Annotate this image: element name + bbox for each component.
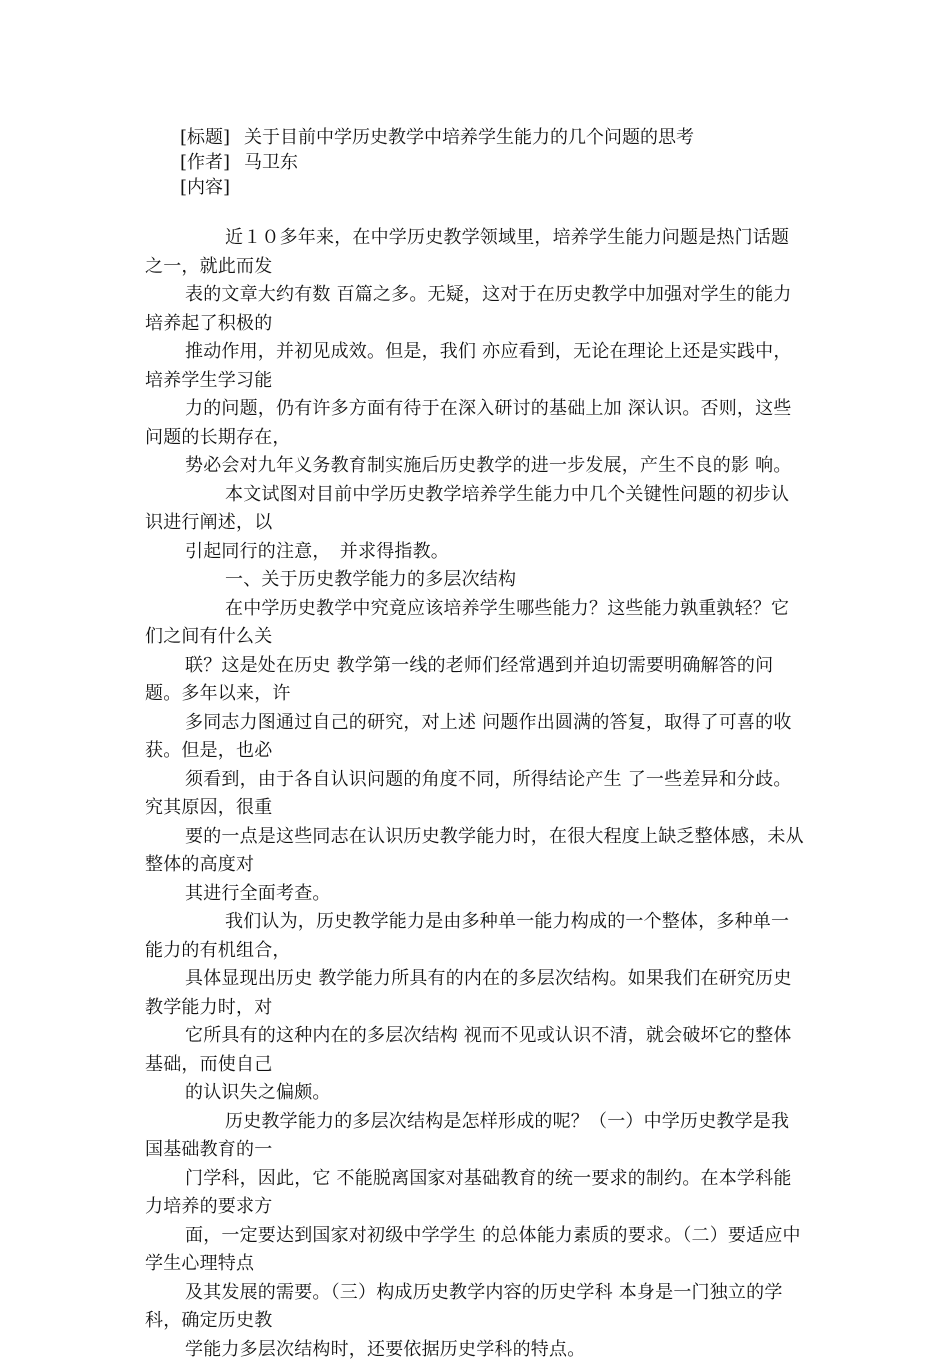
author-row	[180, 151, 298, 175]
paragraph-line: 在中学历史教学中究竟应该培养学生哪些能力？这些能力孰重孰轻？它们之间有什么关	[145, 595, 805, 652]
paragraph-line: 要的一点是这些同志在认识历史教学能力时，在很大程度上缺乏整体感，未从整体的高度对	[145, 823, 805, 880]
content-row	[180, 176, 244, 200]
paragraph-line: 历史教学能力的多层次结构是怎样形成的呢？（一）中学历史教学是我国基础教育的一	[145, 1108, 805, 1165]
paragraph-line: 我们认为，历史教学能力是由多种单一能力构成的一个整体，多种单一能力的有机组合，	[145, 908, 805, 965]
paragraph-line: 其进行全面考查。	[145, 880, 805, 909]
paragraph-line: 近１０多年来，在中学历史教学领域里，培养学生能力问题是热门话题之一，就此而发	[145, 224, 805, 281]
document-title: 关于目前中学历史教学中培养学生能力的几个问题的思考	[244, 127, 694, 148]
paragraph-line: 本文试图对目前中学历史教学培养学生能力中几个关键性问题的初步认识进行阐述，以	[145, 481, 805, 538]
paragraph-line: 表的文章大约有数 百篇之多。无疑，这对于在历史教学中加强对学生的能力培养起了积极的	[145, 281, 805, 338]
paragraph-line: 的认识失之偏颇。	[145, 1079, 805, 1108]
content-label: [内容]	[180, 177, 230, 198]
paragraph-line: 力的问题，仍有许多方面有待于在深入研讨的基础上加 深认识。否则，这些问题的长期存在，	[145, 395, 805, 452]
title-row	[180, 126, 694, 150]
title-label: [标题]	[180, 127, 230, 148]
paragraph-line: 它所具有的这种内在的多层次结构 视而不见或认识不清，就会破坏它的整体基础，而使自己	[145, 1022, 805, 1079]
paragraph-line: 面，一定要达到国家对初级中学学生 的总体能力素质的要求。（二）要适应中学生心理特点	[145, 1222, 805, 1279]
paragraph-line: 学能力多层次结构时，还要依据历史学科的特点。	[145, 1336, 805, 1364]
paragraph-line: 门学科，因此，它 不能脱离国家对基础教育的统一要求的制约。在本学科能力培养的要求方	[145, 1165, 805, 1222]
paragraph-line: 须看到，由于各自认识问题的角度不同，所得结论产生 了一些差异和分歧。究其原因，很重	[145, 766, 805, 823]
paragraph-line: 推动作用，并初见成效。但是，我们 亦应看到，无论在理论上还是实践中，培养学生学习能	[145, 338, 805, 395]
paragraph-line: 势必会对九年义务教育制实施后历史教学的进一步发展，产生不良的影 响。	[145, 452, 805, 481]
author-label: [作者]	[180, 152, 230, 173]
paragraph-line: 联？这是处在历史 教学第一线的老师们经常遇到并迫切需要明确解答的问题。多年以来，许	[145, 652, 805, 709]
paragraph-line: 引起同行的注意， 并求得指教。	[145, 538, 805, 567]
article-body	[145, 224, 805, 1364]
section-heading: 一、关于历史教学能力的多层次结构	[145, 566, 805, 595]
document-author: 马卫东	[244, 152, 298, 173]
paragraph-line: 具体显现出历史 教学能力所具有的内在的多层次结构。如果我们在研究历史教学能力时，对	[145, 965, 805, 1022]
paragraph-line: 及其发展的需要。（三）构成历史教学内容的历史学科 本身是一门独立的学科，确定历史教	[145, 1279, 805, 1336]
paragraph-line: 多同志力图通过自己的研究，对上述 问题作出圆满的答复，取得了可喜的收获。但是，也必	[145, 709, 805, 766]
